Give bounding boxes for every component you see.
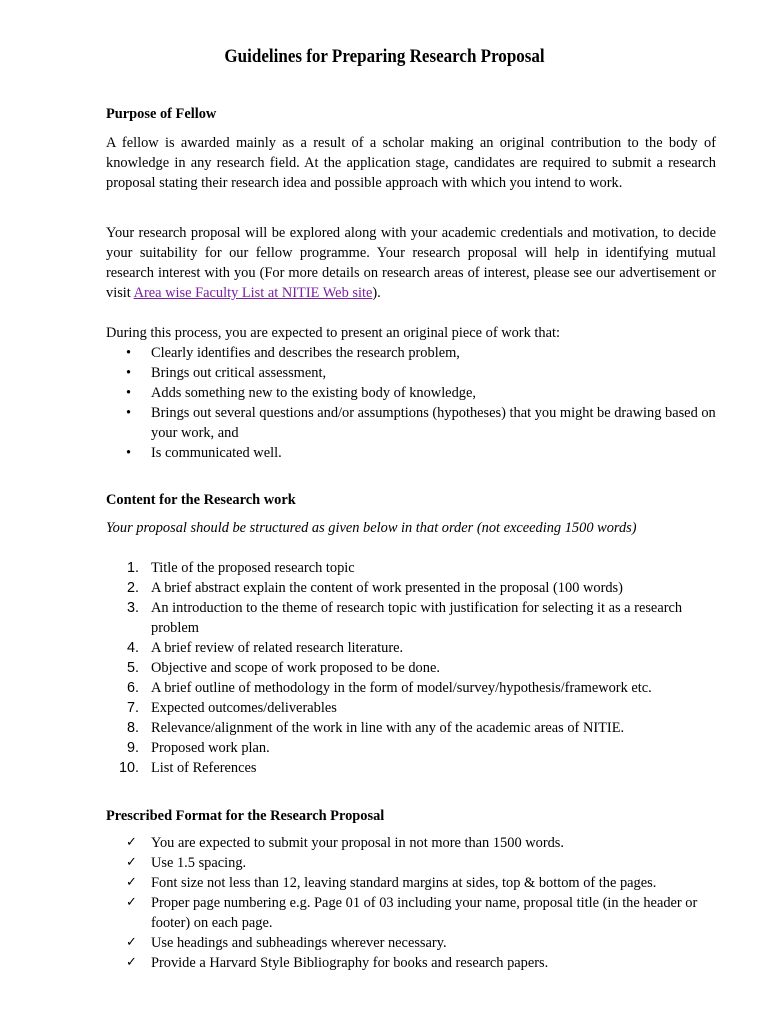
- process-bullet-text: Brings out several questions and/or assumptions (hypotheses) that you might be drawing based on your work, and: [151, 405, 716, 441]
- content-section: [106, 490, 716, 510]
- check-icon: ✓: [126, 875, 137, 890]
- format-check-item: [106, 953, 716, 973]
- faculty-list-link[interactable]: Area wise Faculty List at NITIE Web site: [133, 285, 373, 301]
- content-list-text: A brief review of related research literature.: [151, 640, 404, 656]
- list-number: 10.: [119, 760, 140, 776]
- purpose-paragraph-2-wrap: [106, 223, 716, 303]
- list-number: 7.: [127, 700, 140, 716]
- format-check-text: Use 1.5 spacing.: [151, 855, 247, 871]
- content-list-text: An introduction to the theme of research topic with justification for selecting it as a research problem: [151, 600, 683, 636]
- content-list-item: [106, 698, 716, 718]
- process-bullet-text: Is communicated well.: [151, 445, 282, 461]
- purpose-paragraph-2: [106, 223, 716, 303]
- format-check-text: Use headings and subheadings wherever necessary.: [151, 935, 447, 951]
- content-list-item: [106, 598, 716, 638]
- check-icon: ✓: [126, 835, 137, 850]
- list-number: 2.: [127, 580, 140, 596]
- content-list-item: [106, 578, 716, 598]
- content-list-item: [106, 738, 716, 758]
- process-bullet-text: Adds something new to the existing body of knowledge,: [151, 385, 476, 401]
- bullet-icon: •: [126, 365, 132, 381]
- content-list-text: Expected outcomes/deliverables: [151, 700, 337, 716]
- bullet-icon: •: [126, 405, 132, 421]
- process-bullet-item: [106, 363, 716, 383]
- process-bullet-text: Brings out critical assessment,: [151, 365, 327, 381]
- purpose-paragraph-2-end: ).: [372, 285, 381, 301]
- content-list-text: List of References: [151, 760, 257, 776]
- process-bullet-text: Clearly identifies and describes the research problem,: [151, 345, 460, 361]
- list-number: 8.: [127, 720, 140, 736]
- process-bullet-item: [106, 383, 716, 403]
- content-list-item: [106, 718, 716, 738]
- format-checklist: [106, 833, 716, 973]
- format-check-item: [106, 833, 716, 853]
- content-list-item: [106, 758, 716, 778]
- content-list-text: A brief abstract explain the content of work presented in the proposal (100 words): [151, 580, 623, 596]
- content-list-text: Objective and scope of work proposed to be done.: [151, 660, 440, 676]
- content-list-text: A brief outline of methodology in the form of model/survey/hypothesis/framework etc.: [151, 680, 652, 696]
- process-bullet-item: [106, 343, 716, 363]
- format-check-item: [106, 853, 716, 873]
- purpose-paragraph-2-text: Your research proposal will be explored along with your academic credentials and motivation, to decide your suitability for our fellow programme. Your research proposal will help in identifying mutual research interest with you (For more details on research areas of interest, please see our advertisement or visit: [106, 225, 716, 301]
- format-check-item: [106, 933, 716, 953]
- list-number: 3.: [127, 600, 140, 616]
- content-list-wrap: [106, 558, 716, 778]
- format-check-item: [106, 873, 716, 893]
- purpose-paragraph-1: A fellow is awarded mainly as a result of a scholar making an original contribution to the body of knowledge in any research field. At the application stage, candidates are required to submit a research proposal stating their research idea and possible approach with which you intend to work.: [106, 135, 716, 191]
- list-number: 4.: [127, 640, 140, 656]
- content-list-item: [106, 678, 716, 698]
- purpose-paragraph-1-wrap: [106, 133, 716, 193]
- check-icon: ✓: [126, 855, 137, 870]
- bullet-icon: •: [126, 345, 132, 361]
- content-list-item: [106, 658, 716, 678]
- list-number: 9.: [127, 740, 140, 756]
- process-intro: During this process, you are expected to present an original piece of work that:: [106, 325, 560, 341]
- check-icon: ✓: [126, 955, 137, 970]
- list-number: 6.: [127, 680, 140, 696]
- list-number: 1.: [127, 560, 140, 576]
- bullet-icon: •: [126, 385, 132, 401]
- format-check-text: Provide a Harvard Style Bibliography for books and research papers.: [151, 955, 549, 971]
- format-check-text: Proper page numbering e.g. Page 01 of 03 including your name, proposal title (in the header or footer) on each page.: [151, 895, 698, 931]
- content-list-item: [106, 638, 716, 658]
- content-subtitle-wrap: [106, 518, 726, 538]
- purpose-section: [106, 104, 716, 124]
- bullet-icon: •: [126, 445, 132, 461]
- format-check-text: Font size not less than 12, leaving standard margins at sides, top & bottom of the pages.: [151, 875, 657, 891]
- process-bullet-item: [106, 443, 716, 463]
- format-check-item: [106, 893, 716, 933]
- format-section: [106, 806, 716, 826]
- check-icon: ✓: [126, 935, 137, 950]
- content-list-item: [106, 558, 716, 578]
- format-check-text: You are expected to submit your proposal in not more than 1500 words.: [151, 835, 565, 851]
- format-list-wrap: [106, 833, 716, 973]
- list-number: 5.: [127, 660, 140, 676]
- process-bullet-item: [106, 403, 716, 443]
- purpose-heading: Purpose of Fellow: [106, 106, 217, 122]
- process-bullet-list: [106, 343, 716, 463]
- content-list-text: Proposed work plan.: [151, 740, 270, 756]
- content-subtitle: Your proposal should be structured as given below in that order (not exceeding 1500 words): [106, 520, 637, 536]
- content-list-text: Title of the proposed research topic: [151, 560, 355, 576]
- content-list-text: Relevance/alignment of the work in line with any of the academic areas of NITIE.: [151, 720, 625, 736]
- format-heading: Prescribed Format for the Research Proposal: [106, 808, 385, 824]
- content-numbered-list: [106, 558, 716, 778]
- process-intro-wrap: [106, 323, 716, 463]
- content-heading: Content for the Research work: [106, 492, 296, 508]
- document-title: Guidelines for Preparing Research Proposal: [224, 47, 545, 67]
- check-icon: ✓: [126, 895, 137, 910]
